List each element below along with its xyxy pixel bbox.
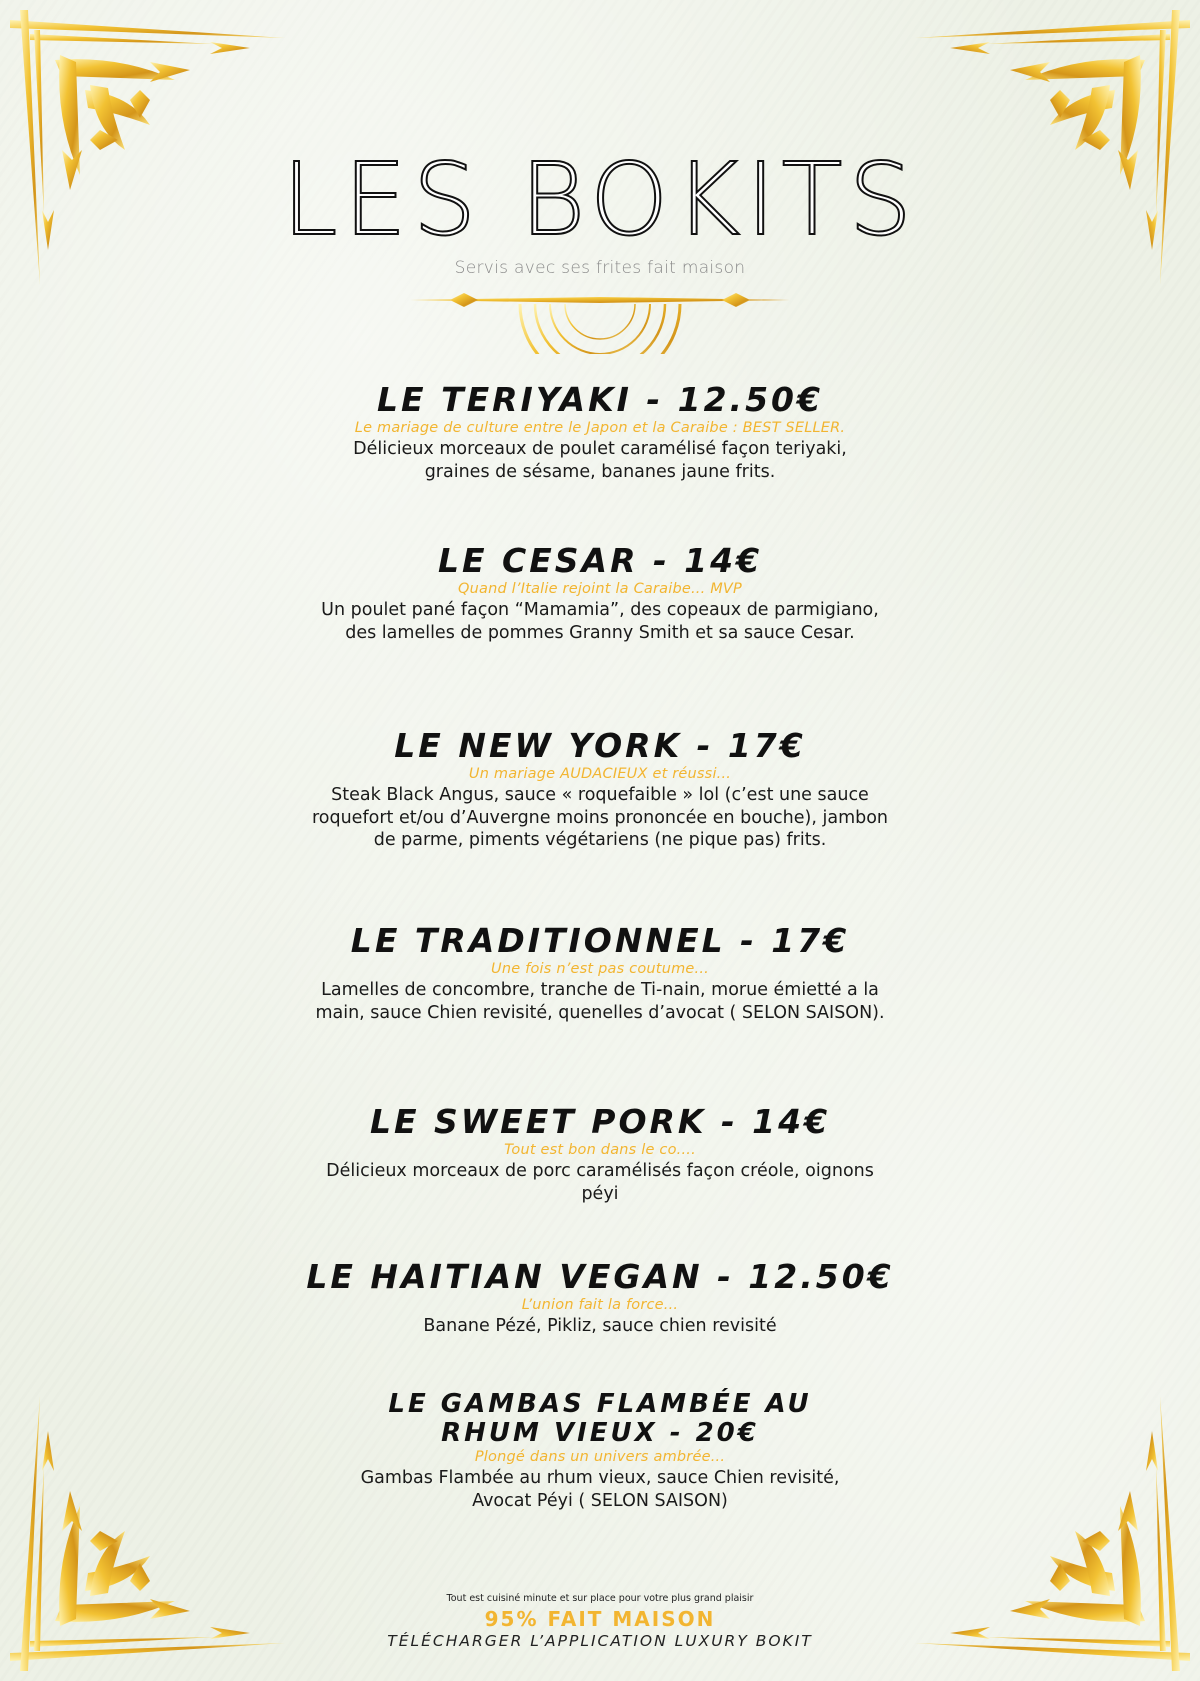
menu-item [280,1259,920,1338]
menu-item [280,1390,920,1513]
menu-item-title: LE TRADITIONNEL - 17€ [350,921,850,960]
menu-item [280,543,920,644]
page-title: LES BOKITS [281,141,919,258]
menu-item-description: Lamelles de concombre, tranche de Ti-nain, morue émietté a la main, sauce Chien revisité, quenelles d’avocat ( SELON SAISON). [315,979,885,1023]
menu-item-description: Banane Pézé, Pikliz, sauce chien revisité [423,1315,777,1336]
menu-item-title: LE TERIYAKI - 12.50€ [377,380,823,419]
menu-footer [0,1593,1200,1650]
menu-item-title-line: RHUM VIEUX - 20€ [441,1418,759,1449]
menu-item-description: Un poulet pané façon “Mamamia”, des copeaux de parmigiano, des lamelles de pommes Granny Smith et sa sauce Cesar. [321,599,879,643]
menu-item-tagline: Une fois n’est pas coutume... [491,960,709,977]
menu-item-description: Délicieux morceaux de poulet caramélisé façon teriyaki, graines de sésame, bananes jaune frits. [353,438,847,482]
menu-item-description: Steak Black Angus, sauce « roquefaible » lol (c’est une sauce roquefort et/ou d’Auvergne moins prononcée en bouche), jambon de parme, piments végétariens (ne pique pas) frits. [311,784,889,851]
menu-item [280,382,920,483]
menu-item-tagline: Tout est bon dans le co.... [504,1141,696,1158]
menu-item-title-line: LE GAMBAS FLAMBÉE AU [388,1389,812,1419]
menu-item-title: LE HAITIAN VEGAN - 12.50€ [306,1257,894,1296]
gold-divider-icon [410,284,790,354]
menu-item [280,923,920,1024]
menu-item-tagline: Plongé dans un univers ambrée... [474,1449,726,1466]
menu-item-tagline: Quand l’Italie rejoint la Caraibe... MVP [457,580,742,597]
menu-item-tagline: Le mariage de culture entre le Japon et la Caraibe : BEST SELLER. [354,419,846,436]
homemade-badge: 95% FAIT MAISON [484,1607,716,1631]
page-subtitle: Servis avec ses frites fait maison [454,258,746,278]
menu-item-title: LE CESAR - 14€ [437,541,763,580]
menu-item-tagline: L’union fait la force... [521,1296,679,1313]
menu-item-description: Délicieux morceaux de porc caramélisés façon créole, oignons péyi [326,1160,874,1204]
menu-item-title [280,1390,920,1448]
menu-item-title: LE NEW YORK - 17€ [394,726,806,765]
footer-note: Tout est cuisiné minute et sur place pour votre plus grand plaisir [446,1593,754,1604]
app-download-text: TÉLÉCHARGER L’APPLICATION LUXURY BOKIT [387,1632,813,1650]
menu-item-tagline: Un mariage AUDACIEUX et réussi... [468,765,732,782]
menu-item-title: LE SWEET PORK - 14€ [369,1102,831,1141]
menu-item [280,1104,920,1205]
menu-item [280,728,920,852]
menu-item-description: Gambas Flambée au rhum vieux, sauce Chien revisité, Avocat Péyi ( SELON SAISON) [360,1468,840,1511]
menu-header [0,141,1200,354]
